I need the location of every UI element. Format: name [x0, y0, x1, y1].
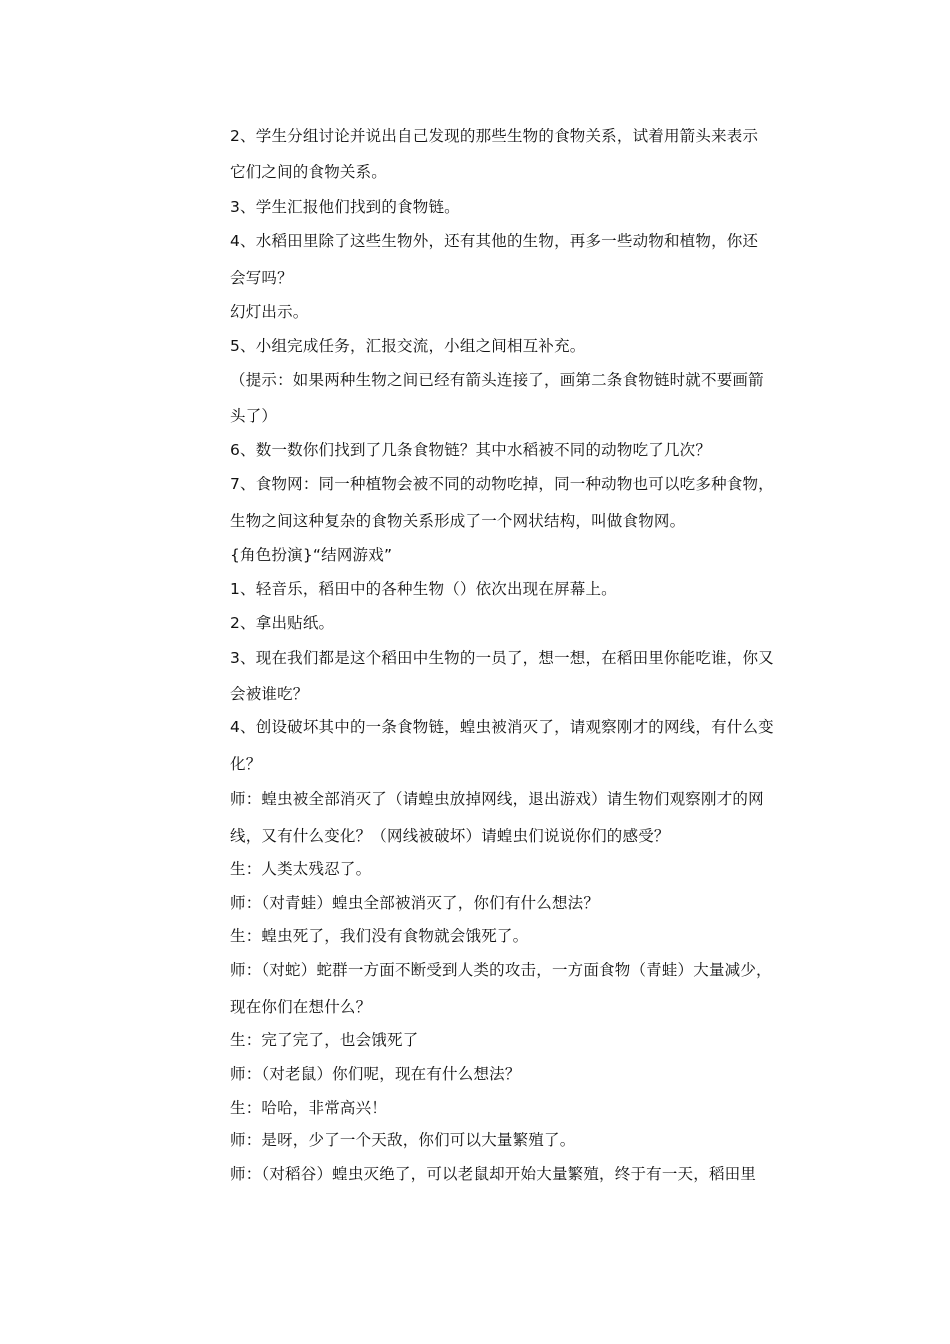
text-line: 头了） [230, 407, 278, 425]
text-line: 生：人类太残忍了。 [230, 860, 372, 878]
text-line: 3、学生汇报他们找到的食物链。 [230, 198, 460, 216]
text-line: 化？ [230, 755, 262, 773]
text-line: 生：蝗虫死了，我们没有食物就会饿死了。 [230, 927, 529, 945]
text-line: {角色扮演}“结网游戏” [230, 546, 393, 564]
text-line: 3、现在我们都是这个稻田中生物的一员了，想一想，在稻田里你能吃谁，你又 [230, 649, 774, 667]
text-line: 4、水稻田里除了这些生物外，还有其他的生物，再多一些动物和植物，你还 [230, 232, 759, 250]
text-line: 2、拿出贴纸。 [230, 614, 335, 632]
text-line: 师：蝗虫被全部消灭了（请蝗虫放掉网线，退出游戏）请生物们观察刚才的网 [230, 790, 764, 808]
text-line: 师：（对蛇）蛇群一方面不断受到人类的攻击，一方面食物（青蛙）大量减少， [230, 961, 772, 979]
text-line: 师：（对稻谷）蝗虫灭绝了，可以老鼠却开始大量繁殖，终于有一天，稻田里 [230, 1165, 757, 1183]
text-line: 幻灯出示。 [230, 303, 309, 321]
text-line: 线，又有什么变化？（网线被破坏）请蝗虫们说说你们的感受？ [230, 827, 670, 845]
text-line: 师：（对老鼠）你们呢，现在有什么想法？ [230, 1065, 521, 1083]
text-line: 5、小组完成任务，汇报交流，小组之间相互补充。 [230, 337, 586, 355]
text-line: （提示：如果两种生物之间已经有箭头连接了，画第二条食物链时就不要画箭 [230, 371, 764, 389]
text-line: 4、创设破坏其中的一条食物链，蝗虫被消灭了，请观察刚才的网线，有什么变 [230, 718, 774, 736]
text-line: 它们之间的食物关系。 [230, 163, 388, 181]
text-line: 会被谁吃？ [230, 685, 309, 703]
text-line: 生：完了完了，也会饿死了 [230, 1031, 419, 1049]
text-line: 生物之间这种复杂的食物关系形成了一个网状结构，叫做食物网。 [230, 512, 686, 530]
text-line: 1、轻音乐，稻田中的各种生物（）依次出现在屏幕上。 [230, 580, 617, 598]
text-line: 7、食物网：同一种植物会被不同的动物吃掉，同一种动物也可以吃多种食物， [230, 475, 774, 493]
text-line: 生：哈哈，非常高兴！ [230, 1099, 388, 1117]
text-line: 师：是呀，少了一个天敌，你们可以大量繁殖了。 [230, 1131, 576, 1149]
text-line: 师：（对青蛙）蝗虫全部被消灭了，你们有什么想法？ [230, 894, 600, 912]
text-line: 6、数一数你们找到了几条食物链？其中水稻被不同的动物吃了几次？ [230, 441, 712, 459]
text-line: 会写吗？ [230, 269, 293, 287]
text-line: 现在你们在想什么？ [230, 998, 372, 1016]
text-line: 2、学生分组讨论并说出自己发现的那些生物的食物关系，试着用箭头来表示 [230, 127, 759, 145]
